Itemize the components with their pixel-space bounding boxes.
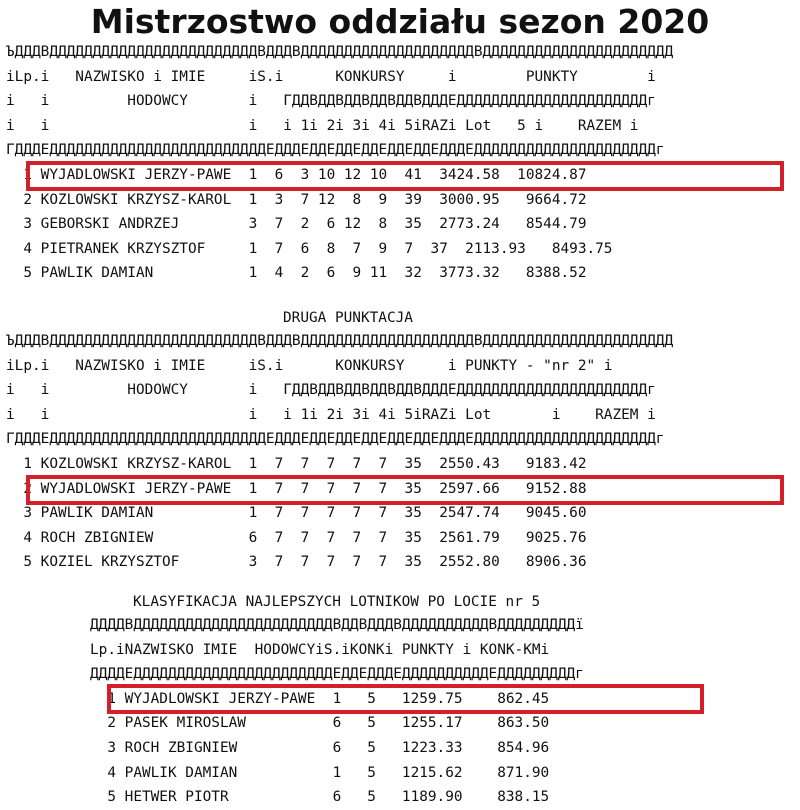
table-border-mid: ДДДДЕДДДДДДДДДДДДДДДДДДДДДДДЕДДЕДДДЕДДДДДДДДДДЕДДДДДДДДДг	[90, 666, 584, 683]
section-subtitle: DRUGA PUNKTACJA	[283, 310, 413, 326]
table-border-mid: ГДДДЕДДДДДДДДДДДДДДДДДДДДДДДДДЕДДДЕДДЕДДЕДДЕДДЕДДЕДДДЕДДДДДДДДДДДДДДДДДДДДДг	[6, 431, 665, 448]
table-row: 2 PASEK MIROSLAW 6 5 1255.17 863.50	[90, 715, 550, 732]
table-row: 1 WYJADLOWSKI JERZY-PAWE 1 5 1259.75 862.45	[90, 690, 550, 707]
table-row: 5 KOZIEL KRZYSZTOF 3 7 7 7 7 7 35 2552.80 8906.36	[6, 554, 587, 571]
table-row: 2 KOZLOWSKI KRZYSZ-KAROL 1 3 7 12 8 9 39 3000.95 9664.72	[6, 191, 587, 208]
ranking-table-2	[6, 329, 673, 575]
table-row: 4 PAWLIK DAMIAN 1 5 1215.62 871.90	[90, 764, 550, 781]
table-row: 5 PAWLIK DAMIAN 1 4 2 6 9 11 32 3773.32 8388.52	[6, 265, 587, 282]
table-header: i i HODOWCY i ГДДВДДВДДВДДВДДВДДДЕДДДДДДДДДДДДДДДДДДДДДДг	[6, 382, 656, 399]
table-border-top: ЪДДДВДДДДДДДДДДДДДДДДДДДДДДДДВДДДВДДДДДДДДДДДДДДДДДДДДВДДДДДДДДДДДДДДДДДДДДДД	[6, 44, 674, 60]
table-row: 1 KOZLOWSKI KRZYSZ-KAROL 1 7 7 7 7 7 35 2550.43 9183.42	[6, 455, 587, 472]
table-header: i i HODOWCY i ГДДВДДВДДВДДВДДВДДДЕДДДДДДДДДДДДДДДДДДДДДДг	[6, 93, 656, 110]
section-subtitle: KLASYFIKACJA NAJLEPSZYCH LOTNIKOW PO LOCIE nr 5	[133, 594, 541, 610]
table-row: 4 ROCH ZBIGNIEW 6 7 7 7 7 7 35 2561.79 9025.76	[6, 529, 587, 546]
table-header: iLp.i NAZWISKO i IMIE iS.i KONKURSY i PUNKTY i	[6, 68, 656, 85]
table-header: i i i i 1i 2i 3i 4i 5iRAZi Lot i RAZEM i	[6, 406, 656, 423]
page-title: Mistrzostwo oddziału sezon 2020	[90, 2, 710, 41]
table-row: 3 GEBORSKI ANDRZEJ 3 7 2 6 12 8 35 2773.24 8544.79	[6, 216, 587, 233]
table-header: Lp.iNAZWISKO IMIE HODOWCYiS.iKONKi PUNKTY i KONK-KMi	[90, 641, 550, 658]
table-row: 1 WYJADLOWSKI JERZY-PAWE 1 6 3 10 12 10 41 3424.58 10824.87	[6, 166, 587, 183]
table-border-mid: ГДДДЕДДДДДДДДДДДДДДДДДДДДДДДДДЕДДДЕДДЕДДЕДДЕДДЕДДЕДДДЕДДДДДДДДДДДДДДДДДДДДДг	[6, 142, 665, 159]
table-border-top: ЪДДДВДДДДДДДДДДДДДДДДДДДДДДДДВДДДВДДДДДДДДДДДДДДДДДДДДВДДДДДДДДДДДДДДДДДДДДДД	[6, 333, 674, 349]
highlight-box	[26, 475, 784, 505]
table-border-top: ДДДДВДДДДДДДДДДДДДДДДДДДДДДДВДДВДДДВДДДДДДДДДДВДДДДДДДДДї	[90, 617, 584, 633]
table-row: 3 PAWLIK DAMIAN 1 7 7 7 7 7 35 2547.74 9045.60	[6, 505, 587, 522]
table-row: 4 PIETRANEK KRZYSZTOF 1 7 6 8 7 9 7 37 2113.93 8493.75	[6, 240, 613, 257]
table-header: i i i i 1i 2i 3i 4i 5iRAZi Lot 5 i RAZEM i	[6, 117, 639, 134]
table-row: 2 WYJADLOWSKI JERZY-PAWE 1 7 7 7 7 7 35 2597.66 9152.88	[6, 480, 587, 497]
table-header: iLp.i NAZWISKO i IMIE iS.i KONKURSY i PUNKTY - "nr 2" i	[6, 357, 613, 374]
highlight-box	[26, 161, 784, 191]
table-row: 5 HETWER PIOTR 6 5 1189.90 838.15	[90, 789, 550, 806]
table-row: 3 ROCH ZBIGNIEW 6 5 1223.33 854.96	[90, 739, 550, 756]
highlight-box	[107, 684, 704, 714]
